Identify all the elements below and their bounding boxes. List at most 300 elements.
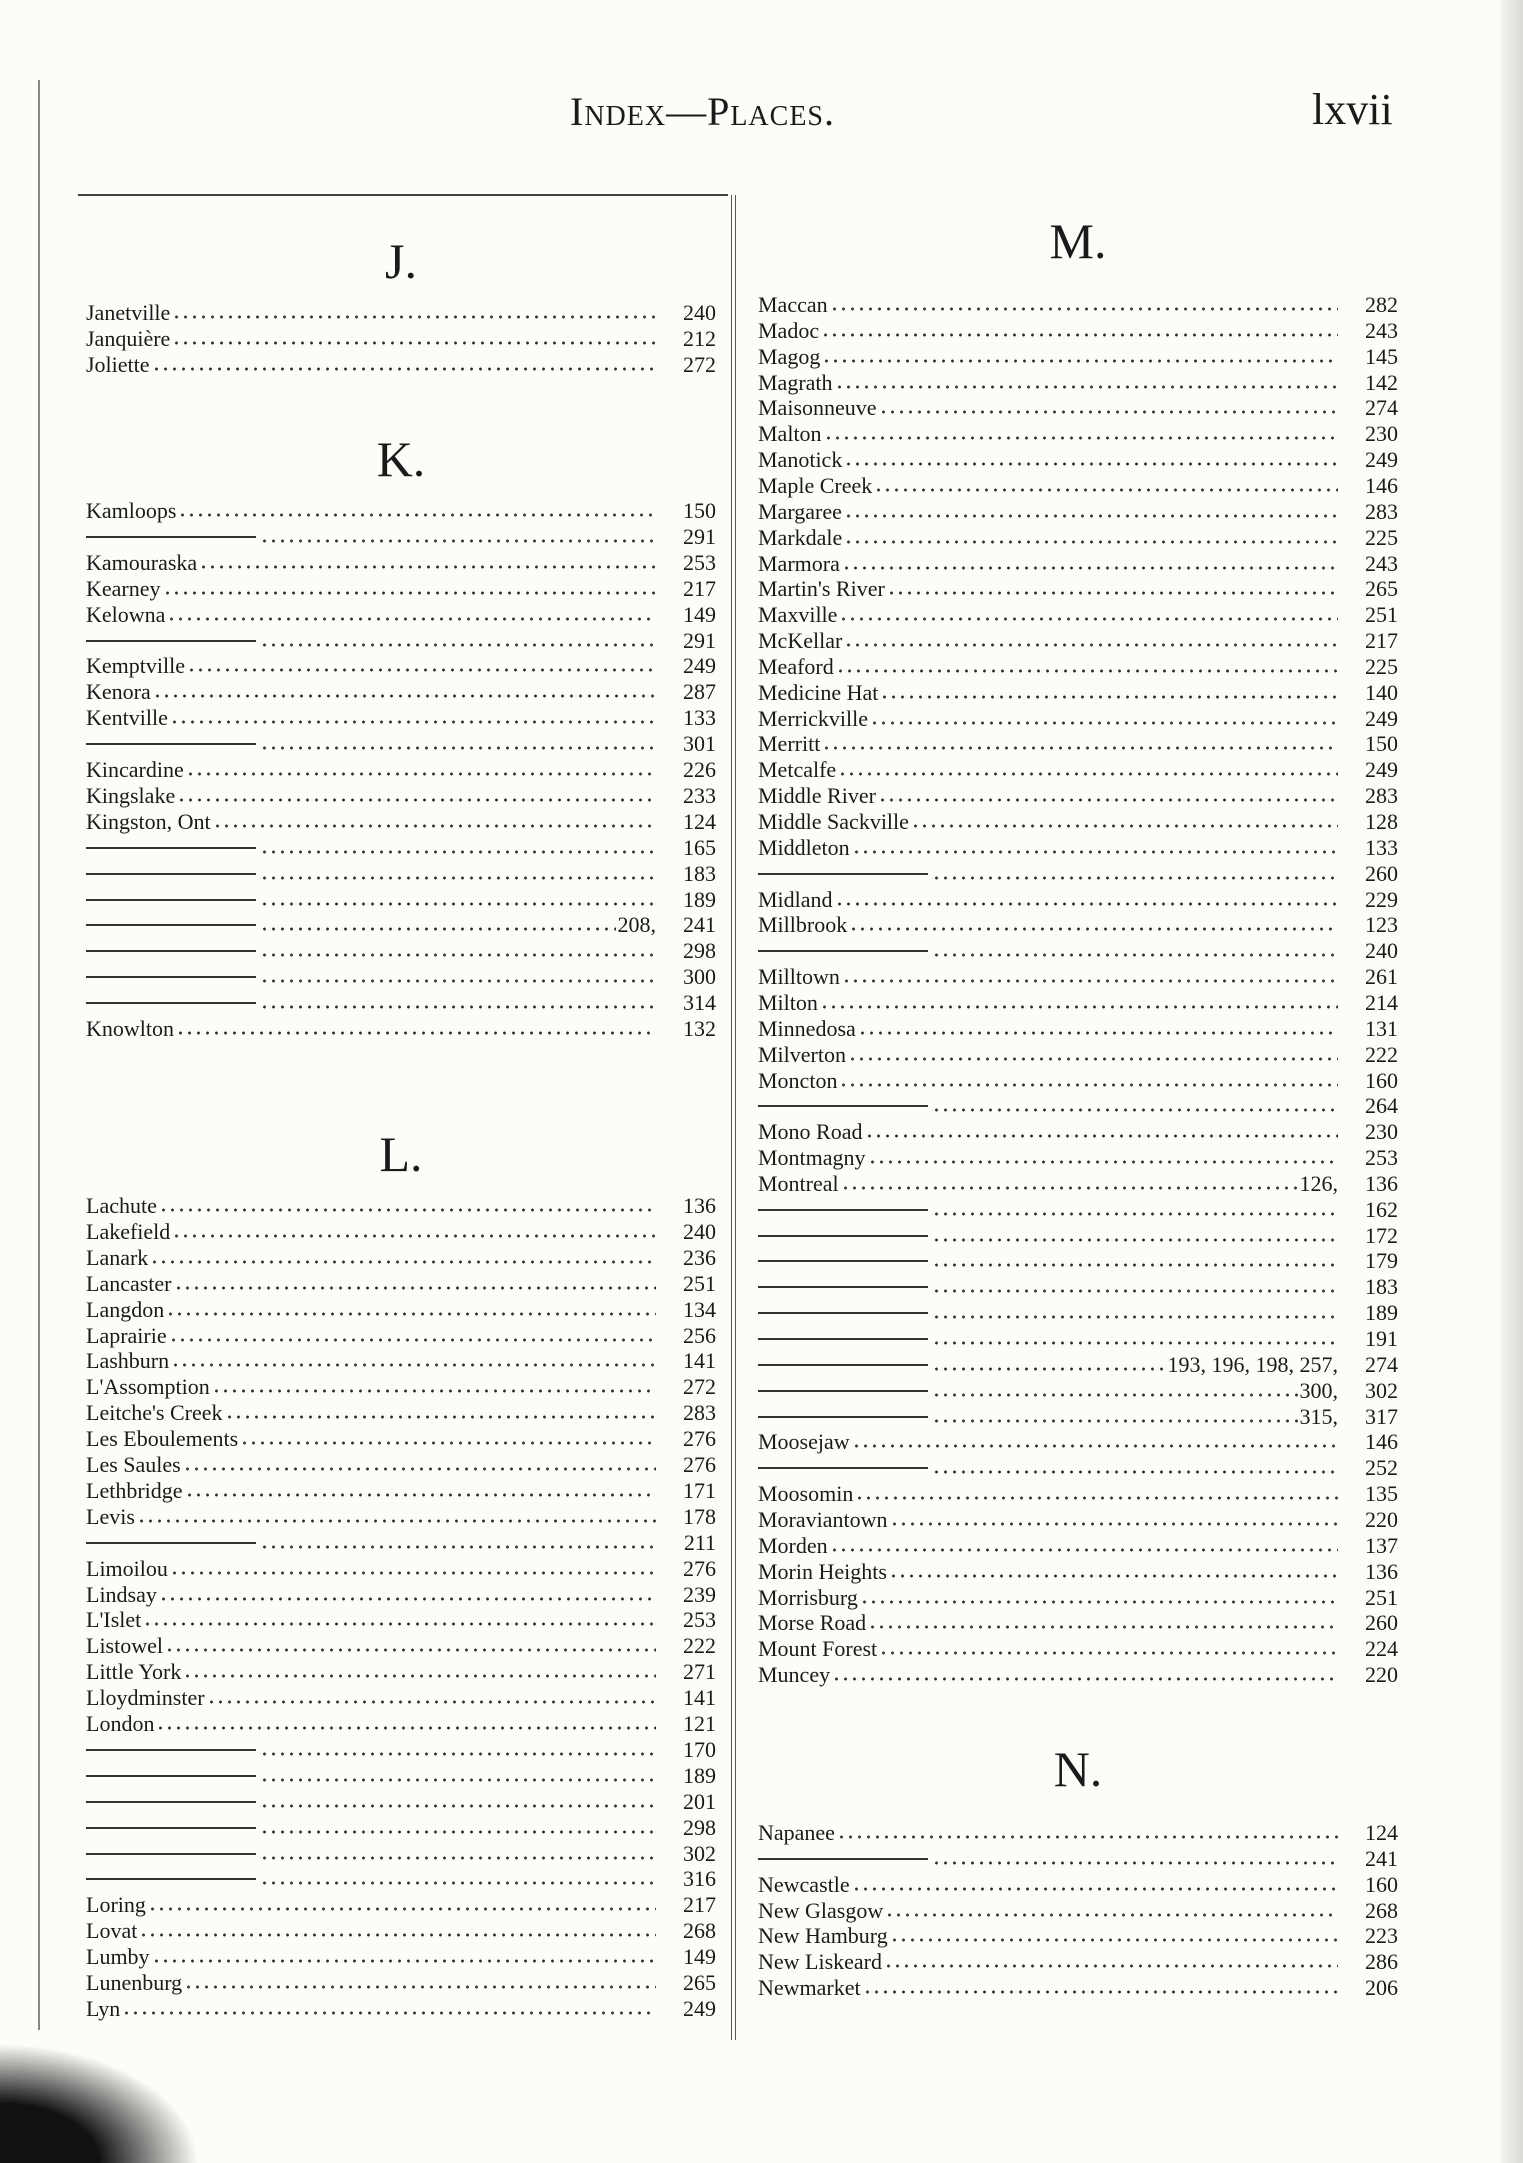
entry-place-name: Moosejaw — [758, 1429, 850, 1455]
entry-page-number: 251 — [683, 1270, 716, 1296]
index-entry — [86, 300, 716, 326]
entry-page-number: 298 — [683, 1814, 716, 1840]
entry-place-name: Meaford — [758, 653, 834, 679]
index-entry — [86, 352, 716, 378]
ditto-rule — [86, 912, 256, 926]
entry-place-name: Merritt — [758, 731, 821, 757]
entry-place-name: L'Assomption — [86, 1374, 210, 1400]
leader-dots — [260, 964, 656, 984]
index-entry — [86, 576, 716, 602]
entry-page-number: 134 — [683, 1296, 716, 1322]
entry-place-name: Madoc — [758, 317, 820, 343]
entry-place-name: Kingston, Ont — [86, 808, 211, 834]
entry-place-name: Levis — [86, 1503, 135, 1529]
entry-page-number: 249 — [1365, 447, 1398, 473]
entry-page-number: 191 — [1365, 1326, 1398, 1351]
entry-page-number: 220 — [1365, 1506, 1398, 1532]
entry-page-number: 317 — [1365, 1403, 1398, 1429]
entry-page-number: 241 — [1365, 1845, 1398, 1871]
entry-place-name: Maisonneuve — [758, 395, 877, 421]
entry-page-number: 302 — [683, 1840, 716, 1866]
entry-place-name: L'Islet — [86, 1607, 142, 1633]
leader-dots — [932, 1404, 1298, 1424]
entry-place-name: Middle River — [758, 783, 876, 809]
index-entry — [758, 912, 1398, 938]
entry-place-name: Mount Forest — [758, 1636, 878, 1662]
index-entry — [86, 1530, 716, 1556]
leader-dots — [852, 1429, 1338, 1449]
entry-place-name: Langdon — [86, 1296, 165, 1322]
entry-page-number: 274 — [1365, 1351, 1398, 1377]
entry-page-number: 145 — [1365, 343, 1398, 369]
leader-dots — [852, 835, 1338, 855]
ditto-rule — [86, 1530, 256, 1544]
index-entry — [758, 473, 1398, 499]
entry-page-number: 142 — [1365, 369, 1398, 395]
leader-dots — [932, 1223, 1338, 1243]
leader-dots — [844, 499, 1338, 519]
index-entry — [758, 1093, 1398, 1119]
entry-place-name: Moncton — [758, 1067, 838, 1093]
entry-page-number: 253 — [1365, 1145, 1398, 1171]
index-entry — [86, 835, 716, 861]
entry-place-name: Kenora — [86, 679, 151, 705]
leader-dots — [879, 395, 1338, 415]
leader-dots — [874, 473, 1338, 493]
entry-place-name: Milton — [758, 989, 818, 1015]
section-letter: N. — [1053, 1741, 1103, 1797]
index-entry — [86, 550, 716, 576]
leader-dots — [887, 576, 1338, 596]
entry-page-number: 136 — [683, 1193, 716, 1218]
leader-dots — [212, 1374, 656, 1394]
entry-place-name: Leitche's Creek — [86, 1400, 223, 1426]
index-entry — [758, 1533, 1398, 1559]
leader-dots — [932, 1197, 1338, 1217]
index-entry — [758, 1481, 1398, 1507]
index-entry — [758, 783, 1398, 809]
index-entry — [86, 1016, 716, 1042]
entry-place-name: Milltown — [758, 964, 840, 990]
leader-dots — [848, 1042, 1338, 1062]
index-entry — [86, 1426, 716, 1452]
index-entry — [758, 1404, 1398, 1430]
index-entry — [86, 1815, 716, 1841]
entry-place-name: Morse Road — [758, 1610, 867, 1636]
leader-dots — [852, 1872, 1338, 1892]
entry-page-number: 249 — [683, 1995, 716, 2021]
entry-place-name: Newcastle — [758, 1871, 850, 1897]
leader-dots — [183, 1452, 656, 1472]
index-entry — [758, 1378, 1398, 1404]
entry-page-number: 222 — [1365, 1041, 1398, 1067]
index-entry — [86, 912, 716, 938]
entry-page-number: 160 — [1365, 1871, 1398, 1897]
entry-page-number: 226 — [683, 757, 716, 782]
entry-page-number: 150 — [683, 498, 716, 523]
ditto-rule — [758, 1352, 928, 1366]
entry-page-number: 240 — [1365, 938, 1398, 964]
entry-page-number: 283 — [1365, 783, 1398, 809]
ditto-rule — [758, 1300, 928, 1314]
ditto-rule — [758, 861, 928, 875]
leader-dots — [260, 887, 656, 907]
leader-dots — [260, 861, 656, 881]
entry-place-name: Kearney — [86, 575, 161, 601]
ditto-rule — [758, 1378, 928, 1392]
ditto-rule — [758, 1455, 928, 1469]
section-letter: M. — [1049, 213, 1107, 269]
leader-dots — [152, 1944, 656, 1964]
entry-place-name: Newmarket — [758, 1975, 861, 2001]
entry-place-name: Lumby — [86, 1944, 150, 1970]
entry-place-name: Kamouraska — [86, 549, 198, 575]
index-entry — [758, 1820, 1398, 1846]
index-entry — [758, 395, 1398, 421]
entry-page-number: 146 — [1365, 1429, 1398, 1455]
ditto-rule — [86, 1763, 256, 1777]
entry-page-number: 217 — [683, 575, 716, 601]
ditto-rule — [86, 1841, 256, 1855]
index-entry — [758, 1455, 1398, 1481]
entry-place-name: New Glasgow — [758, 1897, 884, 1923]
index-entry — [86, 1348, 716, 1374]
entry-page-number: 136 — [1365, 1170, 1398, 1196]
index-entry — [86, 861, 716, 887]
entry-place-name: Napanee — [758, 1820, 835, 1845]
leader-dots — [260, 990, 656, 1010]
entry-place-name: Maxville — [758, 602, 838, 628]
entry-place-name: Kingslake — [86, 782, 176, 808]
index-entry — [758, 887, 1398, 913]
entry-page-number: 189 — [683, 886, 716, 912]
leader-dots — [844, 525, 1338, 545]
entry-page-number: 128 — [1365, 809, 1398, 834]
entry-page-number: 274 — [1365, 395, 1398, 421]
leader-dots — [187, 653, 656, 673]
entry-page-number: 123 — [1365, 912, 1398, 938]
entry-extra-pages: 208, — [617, 912, 656, 938]
leader-dots — [832, 1662, 1338, 1682]
entry-page-number: 249 — [1365, 757, 1398, 783]
index-entry — [758, 757, 1398, 783]
entry-place-name: Middleton — [758, 834, 850, 860]
entry-extra-pages: 193, 196, 198, 257, — [1167, 1351, 1338, 1377]
index-entry — [86, 990, 716, 1016]
leader-dots — [170, 1556, 656, 1576]
entry-page-number: 141 — [683, 1685, 716, 1711]
entry-page-number: 179 — [1365, 1248, 1398, 1274]
leader-dots — [143, 1607, 656, 1627]
leader-dots — [842, 551, 1338, 571]
entry-place-name: Morin Heights — [758, 1558, 887, 1584]
leader-dots — [835, 887, 1338, 907]
entry-place-name: Mono Road — [758, 1119, 863, 1145]
entry-page-number: 249 — [1365, 705, 1398, 731]
leader-dots — [844, 628, 1338, 648]
entry-page-number: 217 — [683, 1892, 716, 1918]
entry-place-name: Lashburn — [86, 1348, 170, 1374]
entry-place-name: London — [86, 1711, 155, 1736]
leader-dots — [260, 912, 616, 932]
entry-page-number: 178 — [683, 1503, 716, 1529]
leader-dots — [932, 1300, 1338, 1320]
entry-place-name: Little York — [86, 1659, 182, 1685]
entry-place-name: Malton — [758, 421, 822, 447]
entry-page-number: 172 — [1365, 1222, 1398, 1248]
entry-place-name: New Liskeard — [758, 1949, 883, 1975]
leader-dots — [824, 421, 1338, 441]
entry-extra-pages: 300, — [1299, 1377, 1338, 1403]
leader-dots — [150, 1245, 656, 1265]
entry-page-number: 302 — [1365, 1377, 1398, 1403]
leader-dots — [849, 912, 1338, 932]
entry-page-number: 240 — [683, 1218, 716, 1244]
ditto-rule — [86, 964, 256, 978]
entry-page-number: 135 — [1365, 1481, 1398, 1507]
index-entry — [758, 292, 1398, 318]
ditto-rule — [86, 990, 256, 1004]
index-entry — [758, 835, 1398, 861]
entry-place-name: Kemptville — [86, 653, 185, 679]
entry-place-name: Les Saules — [86, 1452, 181, 1477]
entry-place-name: Lindsay — [86, 1581, 157, 1607]
index-entry — [758, 1898, 1398, 1924]
leader-dots — [260, 1737, 656, 1757]
index-entry — [758, 1145, 1398, 1171]
entry-place-name: Kamloops — [86, 498, 177, 523]
leader-dots — [260, 1866, 656, 1886]
entry-page-number: 253 — [683, 549, 716, 575]
ditto-rule — [758, 1093, 928, 1107]
leader-dots — [932, 861, 1338, 881]
index-entry — [86, 1297, 716, 1323]
index-entry — [86, 1711, 716, 1737]
entry-place-name: Montmagny — [758, 1145, 866, 1171]
entry-page-number: 282 — [1365, 292, 1398, 317]
entry-page-number: 141 — [683, 1348, 716, 1374]
binding-edge — [38, 80, 40, 2030]
entry-page-number: 137 — [1365, 1532, 1398, 1558]
index-entry — [758, 551, 1398, 577]
entry-page-number: 183 — [1365, 1274, 1398, 1300]
entry-page-number: 220 — [1365, 1662, 1398, 1688]
entry-page-number: 265 — [683, 1970, 716, 1995]
entry-place-name: Kentville — [86, 705, 168, 731]
entry-place-name: Milverton — [758, 1041, 846, 1067]
entry-place-name: Martin's River — [758, 576, 885, 602]
entry-place-name: Lancaster — [86, 1270, 172, 1296]
index-entry — [86, 326, 716, 352]
leader-dots — [932, 1378, 1298, 1398]
leader-dots — [199, 550, 656, 570]
entry-place-name: Marmora — [758, 550, 840, 576]
leader-dots — [868, 1610, 1338, 1630]
leader-dots — [240, 1426, 656, 1446]
entry-page-number: 212 — [683, 325, 716, 351]
leader-dots — [260, 628, 656, 648]
index-entry — [758, 421, 1398, 447]
ditto-rule — [86, 938, 256, 952]
ditto-rule — [86, 731, 256, 745]
index-entry — [758, 1846, 1398, 1872]
leader-dots — [172, 1219, 656, 1239]
entry-page-number: 260 — [1365, 860, 1398, 886]
leader-dots — [878, 783, 1338, 803]
page-title: Index—Places. — [570, 89, 836, 134]
entry-page-number: 264 — [1365, 1093, 1398, 1119]
leader-dots — [260, 524, 656, 544]
entry-page-number: 236 — [683, 1244, 716, 1270]
index-entry — [86, 1970, 716, 1996]
leader-dots — [260, 835, 656, 855]
entry-place-name: Midland — [758, 886, 833, 912]
index-entry — [86, 1374, 716, 1400]
entry-page-number: 225 — [1365, 524, 1398, 550]
leader-dots — [890, 1923, 1338, 1943]
index-entry — [758, 602, 1398, 628]
entry-page-number: 189 — [1365, 1300, 1398, 1326]
leader-dots — [178, 498, 656, 518]
leader-dots — [177, 783, 656, 803]
entry-place-name: Maccan — [758, 292, 828, 317]
index-entry — [86, 1763, 716, 1789]
leader-dots — [890, 1507, 1338, 1527]
entry-page-number: 124 — [683, 808, 716, 834]
index-entry — [758, 1872, 1398, 1898]
header-rule — [78, 194, 728, 196]
index-entry — [86, 1918, 716, 1944]
index-entry — [86, 1323, 716, 1349]
entry-page-number: 243 — [1365, 317, 1398, 343]
entry-place-name: Les Eboulements — [86, 1426, 239, 1452]
entry-extra-pages: 315, — [1299, 1403, 1338, 1429]
index-entry — [758, 1171, 1398, 1197]
entry-place-name: Magrath — [758, 369, 833, 395]
index-entry — [86, 602, 716, 628]
index-entry — [758, 1585, 1398, 1611]
entry-place-name: Millbrook — [758, 912, 848, 938]
index-entry — [86, 964, 716, 990]
entry-place-name: Magog — [758, 343, 821, 369]
leader-dots — [842, 964, 1338, 984]
leader-dots — [186, 757, 656, 777]
entry-place-name: Markdale — [758, 524, 843, 550]
entry-page-number: 233 — [683, 782, 716, 808]
leader-dots — [260, 1763, 656, 1783]
ditto-rule — [86, 835, 256, 849]
entry-place-name: Maple Creek — [758, 472, 873, 498]
index-entry — [86, 705, 716, 731]
entry-page-number: 222 — [683, 1633, 716, 1659]
entry-page-number: 252 — [1365, 1455, 1398, 1481]
leader-dots — [185, 1478, 656, 1498]
index-entry — [86, 1219, 716, 1245]
entry-page-number: 243 — [1365, 550, 1398, 576]
index-entry — [758, 1274, 1398, 1300]
leader-dots — [171, 1348, 656, 1368]
index-entry — [86, 1452, 716, 1478]
index-entry — [86, 1841, 716, 1867]
entry-place-name: Morden — [758, 1532, 828, 1558]
index-entry — [758, 938, 1398, 964]
entry-place-name: New Hamburg — [758, 1923, 888, 1949]
ditto-rule — [86, 1815, 256, 1829]
leader-dots — [260, 731, 656, 751]
index-entry — [86, 1996, 716, 2022]
entry-place-name: Lyn — [86, 1995, 121, 2021]
ditto-rule — [86, 1737, 256, 1751]
index-entry — [758, 1068, 1398, 1094]
entry-page-number: 170 — [683, 1736, 716, 1762]
index-entry — [86, 1659, 716, 1685]
leader-dots — [172, 326, 656, 346]
index-entry — [86, 1582, 716, 1608]
leader-dots — [932, 1326, 1338, 1346]
entry-page-number: 146 — [1365, 472, 1398, 498]
index-entry — [86, 1400, 716, 1426]
entry-page-number: 276 — [683, 1426, 716, 1452]
leader-dots — [172, 300, 656, 320]
entry-page-number: 261 — [1365, 964, 1398, 990]
entry-page-number: 314 — [683, 990, 716, 1016]
entry-page-number: 230 — [1365, 421, 1398, 447]
entry-page-number: 217 — [1365, 628, 1398, 654]
entry-page-number: 133 — [683, 705, 716, 731]
leader-dots — [868, 1145, 1338, 1165]
entry-place-name: Janetville — [86, 300, 171, 325]
entry-place-name: Lethbridge — [86, 1477, 183, 1503]
leader-dots — [911, 809, 1338, 829]
leader-dots — [870, 706, 1338, 726]
index-entry — [86, 1478, 716, 1504]
entry-page-number: 286 — [1365, 1949, 1398, 1975]
ditto-rule — [86, 524, 256, 538]
index-entry — [86, 887, 716, 913]
index-entry — [758, 1559, 1398, 1585]
entry-page-number: 291 — [683, 523, 716, 549]
leader-dots — [932, 1093, 1338, 1113]
leader-dots — [148, 1892, 656, 1912]
entry-place-name: Joliette — [86, 351, 150, 377]
leader-dots — [839, 1068, 1338, 1088]
ditto-rule — [758, 1248, 928, 1262]
ditto-rule — [758, 1404, 928, 1418]
leader-dots — [137, 1504, 656, 1524]
leader-dots — [260, 1841, 656, 1861]
index-entry — [758, 1429, 1398, 1455]
ditto-rule — [758, 1197, 928, 1211]
leader-dots — [183, 1659, 656, 1679]
entry-page-number: 132 — [683, 1016, 716, 1041]
entry-place-name: Moraviantown — [758, 1506, 888, 1532]
section-letter: K. — [376, 431, 426, 487]
index-entry — [758, 1042, 1398, 1068]
leader-dots — [885, 1898, 1338, 1918]
entry-page-number: 283 — [683, 1400, 716, 1426]
leader-dots — [844, 447, 1338, 467]
index-entry — [758, 1223, 1398, 1249]
index-entry — [86, 809, 716, 835]
ditto-rule — [86, 628, 256, 642]
entry-page-number: 249 — [683, 653, 716, 679]
index-entry — [86, 1789, 716, 1815]
index-entry — [758, 499, 1398, 525]
index-entry — [86, 731, 716, 757]
entry-page-number: 124 — [1365, 1820, 1398, 1845]
leader-dots — [932, 1274, 1338, 1294]
entry-place-name: Moosomin — [758, 1481, 854, 1507]
